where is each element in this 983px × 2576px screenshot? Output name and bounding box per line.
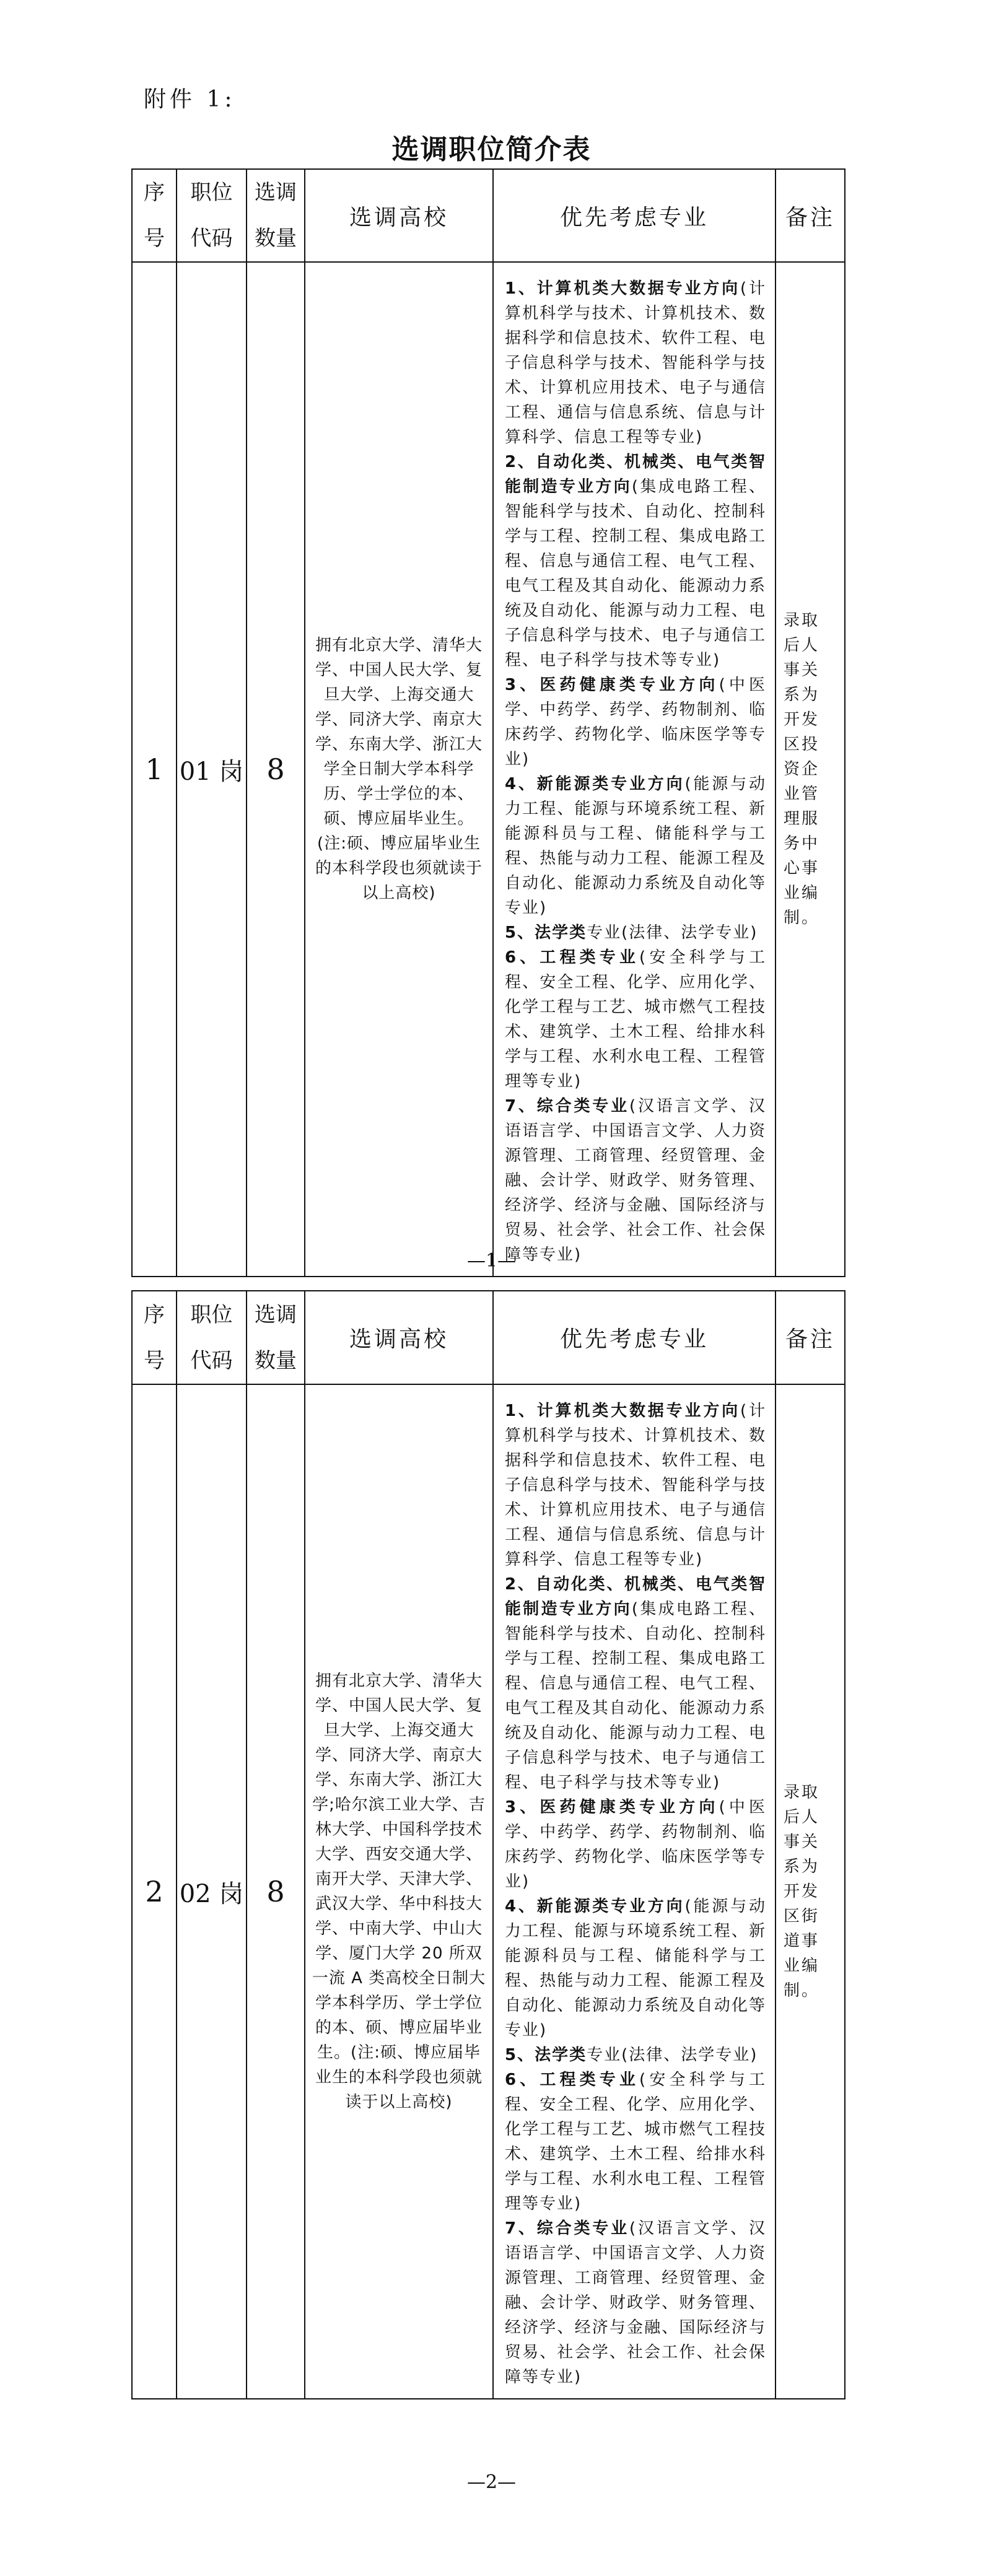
cell-notes: 录取后人事关系为开发区投资企业管理服务中心事业编制。 (775, 262, 845, 1277)
cell-count: 8 (247, 1384, 305, 2399)
position-table-page-2 (131, 1290, 845, 2399)
major-item: 1、计算机类大数据专业方向(计算机科学与技术、计算机技术、数据科学和信息技术、软件工程、电子信息科学与技术、智能科学与技术、计算机应用技术、电子与通信工程、通信与信息系统、信息与计算科学、信息工程等专业) (505, 279, 766, 447)
major-item: 7、综合类专业(汉语言文学、汉语语言学、中国语言文学、人力资源管理、工商管理、经贸管理、金融、会计学、财政学、财务管理、经济学、经济与金融、国际经济与贸易、社会学、社会工作、社会保障等专业) (505, 1097, 766, 1264)
major-item: 2、自动化类、机械类、电气类智能制造专业方向(集成电路工程、智能科学与技术、自动化、控制科学与工程、控制工程、集成电路工程、信息与通信工程、电气工程、电气工程及其自动化、能源动力系统及自动化、能源与动力工程、电子信息科学与技术、电子与通信工程、电子科学与技术等专业) (505, 1575, 766, 1792)
major-item: 7、综合类专业(汉语言文学、汉语语言学、中国语言文学、人力资源管理、工商管理、经贸管理、金融、会计学、财政学、财务管理、经济学、经济与金融、国际经济与贸易、社会学、社会工作、社会保障等专业) (505, 2219, 766, 2386)
header-count: 选调 数量 (247, 1291, 305, 1384)
cell-schools: 拥有北京大学、清华大学、中国人民大学、复旦大学、上海交通大学、同济大学、南京大学、东南大学、浙江大学全日制大学本科学历、学士学位的本、硕、博应届毕业生。(注:硕、博应届毕业生的本科学段也须就读于以上高校) (305, 262, 493, 1277)
header-code: 职位 代码 (177, 1291, 247, 1384)
header-count: 选调 数量 (247, 169, 305, 262)
major-item: 5、法学类专业(法律、法学专业) (505, 923, 758, 942)
table-header-row (132, 1291, 845, 1384)
page-title: 选调职位简介表 (391, 134, 592, 165)
table-row (132, 1384, 845, 2399)
cell-position-code: 02 岗 (177, 1384, 247, 2399)
major-item: 4、新能源类专业方向(能源与动力工程、能源与环境系统工程、新能源科员与工程、储能科学与工程、热能与动力工程、能源工程及自动化、能源动力系统及自动化等专业) (505, 775, 766, 917)
header-seq: 序 号 (132, 1291, 177, 1384)
header-seq: 序 号 (132, 169, 177, 262)
attachment-label: 附件 1: (144, 87, 236, 112)
major-item: 6、工程类专业(安全科学与工程、安全工程、化学、应用化学、化学工程与工艺、城市燃气工程技术、建筑学、土木工程、给排水科学与工程、水利水电工程、工程管理等专业) (505, 948, 766, 1091)
header-schools: 选调高校 (305, 1291, 493, 1384)
cell-seq: 1 (132, 262, 177, 1277)
cell-schools: 拥有北京大学、清华大学、中国人民大学、复旦大学、上海交通大学、同济大学、南京大学、东南大学、浙江大学;哈尔滨工业大学、吉林大学、中国科学技术大学、西安交通大学、南开大学、天津大学、武汉大学、华中科技大学、中南大学、中山大学、厦门大学 20 所双一流 A 类高校全日制大学本科学历、学士学位的本、硕、博应届毕业生。(注:硕、博应届毕业生的本科学段也须就读于以上高校) (305, 1384, 493, 2399)
header-schools: 选调高校 (305, 169, 493, 262)
header-majors: 优先考虑专业 (493, 169, 775, 262)
cell-majors (493, 262, 775, 1277)
header-code: 职位 代码 (177, 169, 247, 262)
table-row (132, 262, 845, 1277)
cell-notes: 录取后人事关系为开发区街道事业编制。 (775, 1384, 845, 2399)
major-item: 2、自动化类、机械类、电气类智能制造专业方向(集成电路工程、智能科学与技术、自动化、控制科学与工程、控制工程、集成电路工程、信息与通信工程、电气工程、电气工程及其自动化、能源动力系统及自动化、能源与动力工程、电子信息科学与技术、电子与通信工程、电子科学与技术等专业) (505, 453, 766, 670)
major-item: 6、工程类专业(安全科学与工程、安全工程、化学、应用化学、化学工程与工艺、城市燃气工程技术、建筑学、土木工程、给排水科学与工程、水利水电工程、工程管理等专业) (505, 2071, 766, 2213)
major-item: 4、新能源类专业方向(能源与动力工程、能源与环境系统工程、新能源科员与工程、储能科学与工程、热能与动力工程、能源工程及自动化、能源动力系统及自动化等专业) (505, 1897, 766, 2040)
position-table-page-1 (131, 168, 845, 1277)
cell-count: 8 (247, 262, 305, 1277)
page-number: —1— (466, 1250, 517, 1272)
header-majors: 优先考虑专业 (493, 1291, 775, 1384)
major-item: 1、计算机类大数据专业方向(计算机科学与技术、计算机技术、数据科学和信息技术、软件工程、电子信息科学与技术、智能科学与技术、计算机应用技术、电子与通信工程、通信与信息系统、信息与计算科学、信息工程等专业) (505, 1402, 766, 1569)
table-header-row (132, 169, 845, 262)
cell-seq: 2 (132, 1384, 177, 2399)
major-item: 3、医药健康类专业方向(中医学、中药学、药学、药物制剂、临床药学、药物化学、临床医学等专业) (505, 676, 766, 769)
header-notes: 备注 (775, 169, 845, 262)
header-notes: 备注 (775, 1291, 845, 1384)
major-item: 5、法学类专业(法律、法学专业) (505, 2046, 758, 2064)
major-item: 3、医药健康类专业方向(中医学、中药学、药学、药物制剂、临床药学、药物化学、临床医学等专业) (505, 1798, 766, 1891)
page-number: —2— (466, 2471, 517, 2493)
cell-position-code: 01 岗 (177, 262, 247, 1277)
cell-majors (493, 1384, 775, 2399)
